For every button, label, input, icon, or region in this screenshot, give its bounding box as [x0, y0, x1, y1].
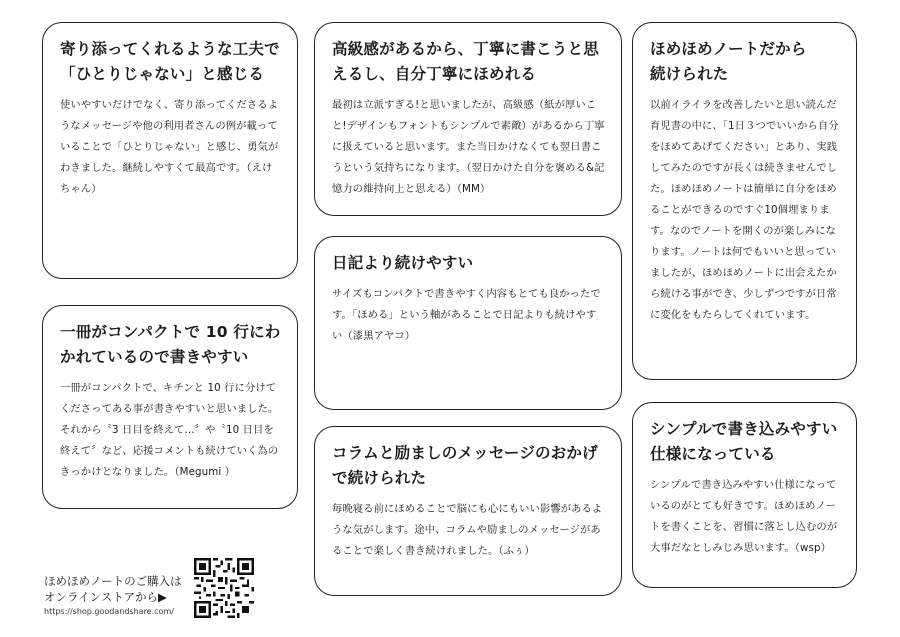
testimonial-card-7 — [632, 402, 857, 588]
testimonial-card-1 — [42, 22, 298, 279]
card-body: 使いやすいだけでなく、寄り添ってくださるようなメッセージや他の利用者さんの例が載っていることで「ひとりじゃない」と感じ、勇気がわきました。継続しやすくて最高です。（えけちゃん） — [60, 99, 279, 195]
card-title: 高級感があるから、丁寧に書こうと思えるし、自分丁寧にほめれる — [332, 40, 599, 83]
card-body: 毎晩寝る前にほめることで脳にも心にもいい影響があるような気がします。途中、コラムや励ましのメッセージがあることで楽しく書き続けれました。（ふぅ） — [332, 503, 603, 557]
card-body: シンプルで書き込みやすい仕様になっているのがとても好きです。ほめほめノートを書くことを、習慣に落とし込むのが大事だなとしみじみ思います。（wsp） — [650, 479, 838, 554]
card-body: 以前イライラを改善したいと思い読んだ育児書の中に、「1日３つでいいから自分をほめてあげてください」とあり、実践してみたのですが長くは続きませんでした。ほめほめノートは簡単に自分をほめることができるのですぐ10個埋まります。なのでノートを開くのが楽しみになります。ノートは何でもいいと思っていましたが、ほめほめノートに出会えたから続ける事ができ、少しずつですが日常に変化をもたらしてくれています。 — [650, 99, 839, 321]
card-body: 最初は立派すぎる!と思いましたが、高級感（紙が厚いこと!デザインもフォントもシンプルで素敵）があるから丁寧に扱えていると思います。また当日かけなくても翌日書こうという気持ちになります。（翌日かけた自分を褒める&記憶力の維持向上と思える）（MM） — [332, 99, 605, 195]
testimonial-card-5 — [42, 305, 298, 509]
card-title: ほめほめノートだから 続けられた — [650, 40, 807, 83]
store-link-line-1: ほめほめノートのご購入は — [44, 574, 182, 588]
card-title: シンプルで書き込みやすい仕様になっている — [650, 420, 838, 463]
store-url[interactable]: https://shop.goodandshare.com/ — [44, 607, 174, 616]
testimonial-card-3 — [632, 22, 857, 380]
card-body: サイズもコンパクトで書きやすく内容もとても良かったです。「ほめる」という軸があることで日記よりも続けやすい（漆黒アヤコ） — [332, 288, 601, 342]
qr-code-icon[interactable] — [194, 558, 254, 618]
testimonial-card-2 — [314, 22, 622, 216]
store-link-line-2[interactable]: オンラインストアから▶ — [44, 590, 167, 604]
card-body: 一冊がコンパクトで、キチンと 10 行に分けてくださってある事が書きやすいと思いました。それから〝3 日目を終えて…〞や〝10 日目を終えて〞など、応援コメントも続けていく為のきっかけとなりました。（Megumi ） — [60, 382, 279, 478]
testimonial-card-4 — [314, 236, 622, 410]
card-title: コラムと励ましのメッセージのおかげで続けられた — [332, 444, 598, 487]
testimonial-card-6 — [314, 426, 622, 596]
card-title: 日記より続けやすい — [332, 254, 474, 272]
card-title: 寄り添ってくれるような工夫で 「ひとりじゃない」と感じる — [60, 40, 280, 83]
store-link-block[interactable] — [44, 573, 194, 619]
card-title: 一冊がコンパクトで 10 行にわかれているので書きやすい — [60, 323, 281, 366]
